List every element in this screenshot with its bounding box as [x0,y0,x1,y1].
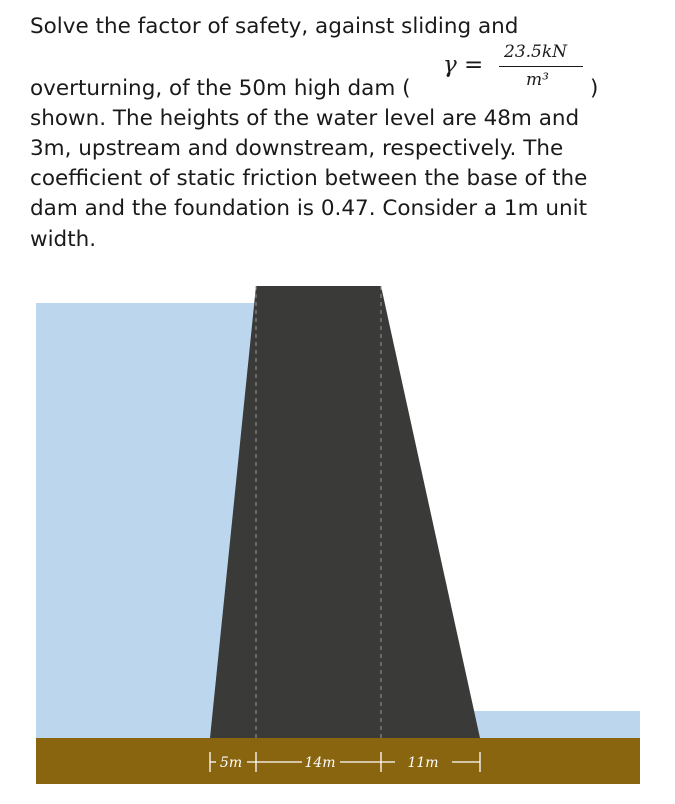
dim-label-upstream-base: 5m [219,755,243,771]
closing-paren: ) [590,76,599,101]
problem-line-6: dam and the foundation is 0.47. Consider a 1m unit [30,196,588,221]
formula-denominator: m³ [526,70,549,90]
problem-line-3: shown. The heights of the water level are 48m and [30,106,580,131]
dam-body [210,286,480,738]
problem-line-7: width. [30,227,97,252]
problem-line-1: Solve the factor of safety, against sliding and [30,14,519,39]
problem-line-5: coefficient of static friction between the base of the [30,166,588,191]
foundation [36,738,640,784]
formula-numerator: 23.5kN [504,42,568,62]
dim-label-crest-width: 14m [304,755,336,771]
dim-label-downstream-base: 11m [407,755,439,771]
problem-line-2-prefix: overturning, of the 50m high dam ( [30,76,411,101]
gamma-symbol: γ = [443,52,484,78]
problem-line-4: 3m, upstream and downstream, respectively. The [30,136,564,161]
downstream-water [460,711,640,738]
